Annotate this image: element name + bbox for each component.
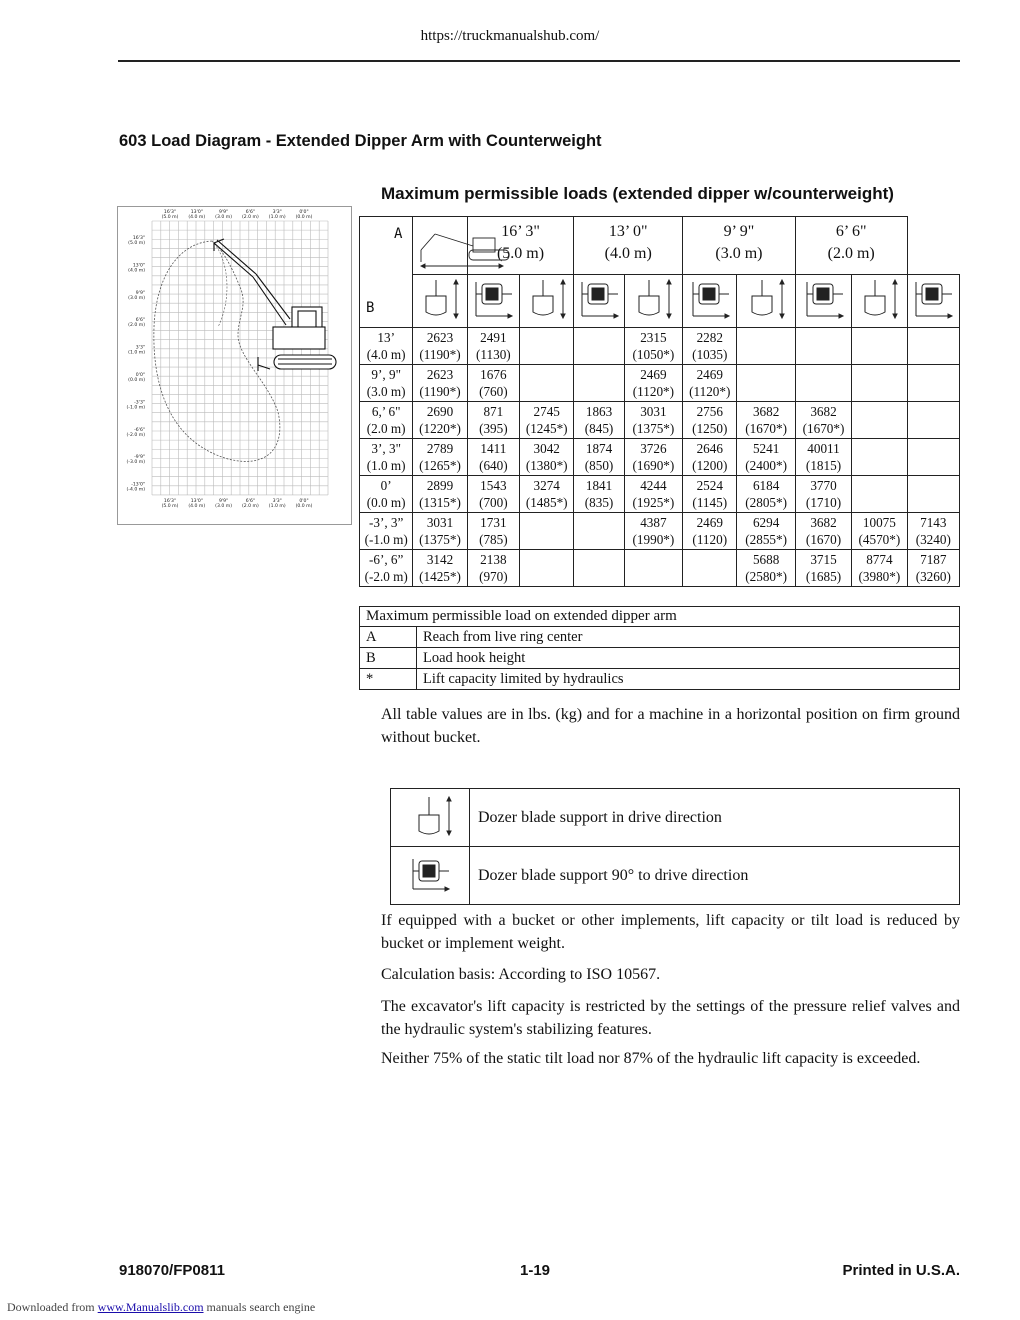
table-cell: 2491 (1130) xyxy=(467,328,519,365)
diagram-reach-label: 16'3" xyxy=(163,210,177,215)
table-cell xyxy=(852,365,907,402)
table-title: Maximum permissible loads (extended dipper w/counterweight) xyxy=(381,184,894,203)
diagram-reach-label: 13'0" xyxy=(190,210,203,215)
dozer-90-degree-icon xyxy=(467,275,519,328)
paragraph: Neither 75% of the static tilt load nor 87% of the hydraulic lift capacity is exceeded. xyxy=(381,1050,921,1067)
table-cell: 3715 (1685) xyxy=(795,550,851,587)
row-height-label: 9’, 9" (3.0 m) xyxy=(360,365,413,402)
diagram-height-label: 6'6" xyxy=(135,318,145,324)
diagram-height-label: (5.0 m) xyxy=(128,241,145,246)
table-cell: 2690 (1220*) xyxy=(413,402,467,439)
diagram-reach-label: 3'3" xyxy=(272,210,282,215)
excavator-reach-icon-cell xyxy=(413,217,467,275)
diagram-height-label: (1.0 m) xyxy=(128,350,145,356)
diagram-reach-label: (1.0 m) xyxy=(268,215,286,220)
table-cell: 3031 (1375*) xyxy=(624,402,682,439)
units-note: All table values are in lbs. (kg) and for a machine in a horizontal position on firm ground without bucket. xyxy=(381,706,960,746)
table-cell xyxy=(520,513,574,550)
paragraph: The excavator's lift capacity is restricted by the settings of the pressure relief valves and the hydraulic system's stabilizing features. xyxy=(381,998,960,1038)
table-cell: 3042 (1380*) xyxy=(520,439,574,476)
dozer-90-degree-icon xyxy=(574,275,624,328)
header-row-support-icons xyxy=(360,275,960,328)
footer-printed: Printed in U.S.A. xyxy=(842,1262,960,1279)
table-cell: 3770 (1710) xyxy=(795,476,851,513)
dozer-row xyxy=(391,847,960,905)
row-height-label: 0’ (0.0 m) xyxy=(360,476,413,513)
table-cell: 2899 (1315*) xyxy=(413,476,467,513)
table-cell: 7143 (3240) xyxy=(907,513,959,550)
diagram-reach-label: 0'0" xyxy=(299,210,309,215)
table-cell: 2745 (1245*) xyxy=(520,402,574,439)
load-table xyxy=(359,216,960,587)
diagram-height-label: 13'0" xyxy=(132,263,145,269)
table-cell xyxy=(852,402,907,439)
table-cell: 2623 (1190*) xyxy=(413,328,467,365)
excavator-reach-icon xyxy=(413,222,519,270)
download-note xyxy=(7,1300,315,1315)
table-cell: 5688 (2580*) xyxy=(737,550,795,587)
legend-text: Lift capacity limited by hydraulics xyxy=(417,669,960,690)
table-cell: 3682 (1670*) xyxy=(795,402,851,439)
diagram-reach-label: 6'6" xyxy=(245,499,256,504)
table-cell xyxy=(795,365,851,402)
table-cell: 2315 (1050*) xyxy=(624,328,682,365)
table-cell: 2469 (1120*) xyxy=(683,365,737,402)
axis-b-label: B xyxy=(366,300,375,316)
table-cell xyxy=(907,365,959,402)
table-cell xyxy=(574,550,624,587)
table-cell: 1731 (785) xyxy=(467,513,519,550)
table-row xyxy=(360,513,960,550)
table-cell xyxy=(907,402,959,439)
diagram-reach-label: (0.0 m) xyxy=(295,504,313,509)
legend-key: * xyxy=(360,669,417,690)
footer-page-number: 1-19 xyxy=(520,1262,551,1279)
paragraph: If equipped with a bucket or other implements, lift capacity or tilt load is reduced by bucket or implement weight. xyxy=(381,912,960,952)
dozer-text: Dozer blade support 90° to drive direction xyxy=(470,847,960,905)
legend-key: A xyxy=(360,627,417,648)
table-cell: 3682 (1670) xyxy=(795,513,851,550)
dozer-text: Dozer blade support in drive direction xyxy=(470,789,960,847)
table-cell: 1676 (760) xyxy=(467,365,519,402)
diagram-reach-label: 0'0" xyxy=(299,499,309,504)
table-cell xyxy=(737,328,795,365)
header-url: https://truckmanualshub.com/ xyxy=(420,28,600,44)
diagram-reach-label: (1.0 m) xyxy=(268,504,286,509)
dozer-drive-direction-icon xyxy=(852,275,907,328)
diagram-reach-label: 3'3" xyxy=(272,499,282,504)
table-cell xyxy=(795,328,851,365)
row-height-label: 3’, 3" (1.0 m) xyxy=(360,439,413,476)
table-cell: 6184 (2805*) xyxy=(737,476,795,513)
axis-corner xyxy=(360,217,413,328)
reach-header-3: 6’ 6" (2.0 m) xyxy=(795,217,907,275)
footer-doc-number: 918070/FP0811 xyxy=(119,1262,225,1279)
load-diagram xyxy=(117,206,352,525)
axis-a-label: A xyxy=(394,226,403,242)
table-cell: 2138 (970) xyxy=(467,550,519,587)
legend-title: Maximum permissible load on extended dipper arm xyxy=(360,607,960,627)
table-row xyxy=(360,402,960,439)
row-height-label: 13’ (4.0 m) xyxy=(360,328,413,365)
table-cell: 8774 (3980*) xyxy=(852,550,907,587)
diagram-height-label: (2.0 m) xyxy=(128,323,145,329)
row-height-label: -3’, 3” (-1.0 m) xyxy=(360,513,413,550)
table-cell xyxy=(852,476,907,513)
table-cell: 7187 (3260) xyxy=(907,550,959,587)
diagram-height-label: (-3.0 m) xyxy=(126,460,145,466)
diagram-height-label: (-2.0 m) xyxy=(126,432,145,438)
diagram-reach-label: (5.0 m) xyxy=(161,504,179,509)
diagram-height-label: 3'3" xyxy=(135,345,145,351)
legend-row xyxy=(360,669,960,690)
legend-text: Reach from live ring center xyxy=(417,627,960,648)
diagram-height-label: 0'0" xyxy=(135,373,145,378)
diagram-reach-label: 16'3" xyxy=(163,499,177,504)
header-rule xyxy=(118,60,960,62)
header-row-reach xyxy=(360,217,960,275)
table-cell: 2469 (1120) xyxy=(683,513,737,550)
table-cell xyxy=(852,328,907,365)
dozer-90-degree-icon xyxy=(683,275,737,328)
table-cell xyxy=(683,550,737,587)
diagram-reach-label: 6'6" xyxy=(245,210,256,215)
dozer-support-table xyxy=(390,788,960,905)
table-cell: 40011 (1815) xyxy=(795,439,851,476)
dozer-drive-direction-icon xyxy=(391,789,470,847)
table-cell xyxy=(520,550,574,587)
diagram-height-label: (4.0 m) xyxy=(128,268,145,274)
manualslib-link[interactable]: www.Manualslib.com xyxy=(97,1300,204,1314)
dozer-drive-direction-icon xyxy=(520,275,574,328)
table-cell xyxy=(737,365,795,402)
table-cell: 3274 (1485*) xyxy=(520,476,574,513)
diagram-reach-label: 9'9" xyxy=(218,499,229,504)
diagram-height-label: 9'9" xyxy=(135,290,145,296)
table-cell: 871 (395) xyxy=(467,402,519,439)
table-cell: 6294 (2855*) xyxy=(737,513,795,550)
dozer-drive-direction-icon xyxy=(624,275,682,328)
load-diagram-graphic xyxy=(118,207,351,524)
table-cell: 2282 (1035) xyxy=(683,328,737,365)
table-row xyxy=(360,328,960,365)
table-cell: 2623 (1190*) xyxy=(413,365,467,402)
reach-header-0: 16’ 3" (5.0 m) xyxy=(467,217,574,275)
table-cell xyxy=(574,328,624,365)
dozer-90-degree-icon xyxy=(907,275,959,328)
diagram-reach-label: (3.0 m) xyxy=(215,215,233,220)
table-cell xyxy=(624,550,682,587)
diagram-height-label: -6'6" xyxy=(134,427,145,433)
table-cell: 3031 (1375*) xyxy=(413,513,467,550)
table-cell: 2646 (1200) xyxy=(683,439,737,476)
table-cell: 1411 (640) xyxy=(467,439,519,476)
table-cell xyxy=(520,328,574,365)
table-cell xyxy=(907,439,959,476)
dozer-row xyxy=(391,789,960,847)
table-cell: 5241 (2400*) xyxy=(737,439,795,476)
diagram-reach-label: (5.0 m) xyxy=(161,215,179,220)
dozer-90-degree-icon xyxy=(795,275,851,328)
legend-key: B xyxy=(360,648,417,669)
diagram-reach-label: (0.0 m) xyxy=(295,215,313,220)
table-cell xyxy=(574,513,624,550)
table-cell: 1874 (850) xyxy=(574,439,624,476)
table-cell: 3142 (1425*) xyxy=(413,550,467,587)
table-row xyxy=(360,550,960,587)
diagram-reach-label: (3.0 m) xyxy=(215,504,233,509)
reach-header-1: 13’ 0" (4.0 m) xyxy=(574,217,683,275)
diagram-height-label: (-1.0 m) xyxy=(126,405,145,411)
table-cell: 3682 (1670*) xyxy=(737,402,795,439)
table-cell: 2756 (1250) xyxy=(683,402,737,439)
table-cell: 10075 (4570*) xyxy=(852,513,907,550)
diagram-reach-label: 9'9" xyxy=(218,210,229,215)
table-cell: 2524 (1145) xyxy=(683,476,737,513)
reach-header-2: 9’ 9" (3.0 m) xyxy=(683,217,796,275)
table-cell xyxy=(574,365,624,402)
table-cell xyxy=(520,365,574,402)
table-cell xyxy=(907,476,959,513)
diagram-height-label: (3.0 m) xyxy=(128,295,145,301)
table-cell: 1841 (835) xyxy=(574,476,624,513)
legend-table xyxy=(359,606,960,690)
download-suffix: manuals search engine xyxy=(206,1300,316,1314)
table-cell: 3726 (1690*) xyxy=(624,439,682,476)
table-cell: 4387 (1990*) xyxy=(624,513,682,550)
diagram-reach-label: (4.0 m) xyxy=(188,504,206,509)
legend-text: Load hook height xyxy=(417,648,960,669)
dozer-90-degree-icon xyxy=(391,847,470,905)
download-prefix: Downloaded from xyxy=(7,1300,95,1314)
table-row xyxy=(360,439,960,476)
diagram-reach-label: 13'0" xyxy=(190,499,203,504)
dozer-drive-direction-icon xyxy=(737,275,795,328)
table-row xyxy=(360,365,960,402)
page-title: 603 Load Diagram - Extended Dipper Arm with Counterweight xyxy=(119,132,602,150)
table-cell: 4244 (1925*) xyxy=(624,476,682,513)
table-cell xyxy=(852,439,907,476)
diagram-height-label: -3'3" xyxy=(134,400,145,406)
diagram-height-label: -13'0" xyxy=(131,482,145,488)
row-height-label: 6,’ 6" (2.0 m) xyxy=(360,402,413,439)
diagram-height-label: 16'3" xyxy=(132,236,145,241)
table-row xyxy=(360,476,960,513)
legend-row xyxy=(360,627,960,648)
diagram-height-label: (-4.0 m) xyxy=(126,487,145,493)
table-cell: 2789 (1265*) xyxy=(413,439,467,476)
dozer-drive-direction-icon xyxy=(413,275,467,328)
diagram-height-label: -9'9" xyxy=(134,455,145,461)
table-cell: 1863 (845) xyxy=(574,402,624,439)
diagram-reach-label: (4.0 m) xyxy=(188,215,206,220)
table-cell xyxy=(907,328,959,365)
legend-row xyxy=(360,648,960,669)
paragraph: Calculation basis: According to ISO 10567. xyxy=(381,966,661,983)
diagram-reach-label: (2.0 m) xyxy=(241,215,259,220)
row-height-label: -6’, 6” (-2.0 m) xyxy=(360,550,413,587)
diagram-height-label: (0.0 m) xyxy=(128,378,145,383)
table-cell: 1543 (700) xyxy=(467,476,519,513)
diagram-reach-label: (2.0 m) xyxy=(241,504,259,509)
table-cell: 2469 (1120*) xyxy=(624,365,682,402)
